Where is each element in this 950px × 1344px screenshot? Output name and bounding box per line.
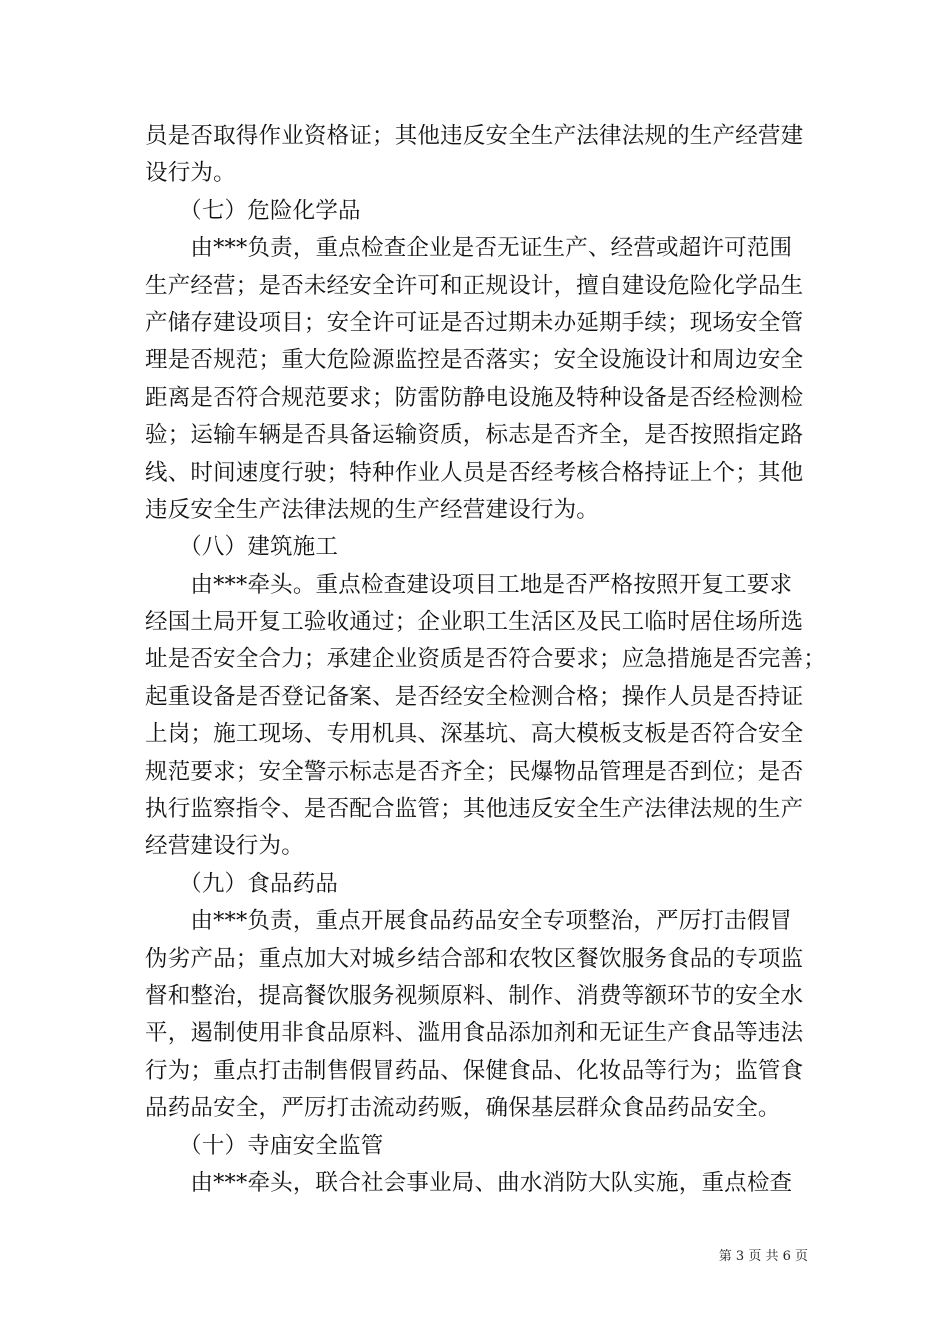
text-line: 距离是否符合规范要求；防雷防静电设施及特种设备是否经检测检: [145, 384, 804, 411]
text-line: 员是否取得作业资格证；其他违反安全生产法律法规的生产经营建: [145, 123, 804, 149]
text-line: 址是否安全合力；承建企业资质是否符合要求；应急措施是否完善；: [145, 646, 827, 673]
text-line: 理是否规范；重大危险源监控是否落实；安全设施设计和周边安全: [145, 347, 804, 374]
page-number: 第 3 页 共 6 页: [718, 1249, 808, 1264]
text-line: 平，遏制使用非食品原料、滥用食品添加剂和无证生产食品等违法: [145, 1020, 804, 1047]
text-line: 设行为。: [145, 160, 236, 187]
section-heading: （十）寺庙安全监管: [145, 1132, 384, 1159]
text-line: 上岗；施工现场、专用机具、深基坑、高大模板支板是否符合安全: [145, 721, 804, 748]
text-line: 伪劣产品；重点加大对城乡结合部和农牧区餐饮服务食品的专项监: [145, 945, 804, 972]
text-line: 经营建设行为。: [145, 833, 304, 860]
text-line: 经国土局开复工验收通过；企业职工生活区及民工临时居住场所选: [145, 609, 804, 636]
text-line: 由***牵头，联合社会事业局、曲水消防大队实施，重点检查: [145, 1169, 793, 1196]
section-heading: （七）危险化学品: [145, 197, 361, 224]
section-heading: （八）建筑施工: [145, 534, 339, 561]
text-line: 生产经营；是否未经安全许可和正规设计，擅自建设危险化学品生: [145, 272, 804, 299]
text-line: 品药品安全，严厉打击流动药贩，确保基层群众食品药品安全。: [145, 1095, 781, 1122]
section-heading: （九）食品药品: [145, 870, 339, 897]
text-line: 由***负责，重点检查企业是否无证生产、经营或超许可范围: [145, 235, 793, 262]
text-line: 由***牵头。重点检查建设项目工地是否严格按照开复工要求: [145, 571, 793, 598]
text-line: 行为；重点打击制售假冒药品、保健食品、化妆品等行为；监管食: [145, 1057, 804, 1084]
text-line: 违反安全生产法律法规的生产经营建设行为。: [145, 496, 600, 523]
text-line: 执行监察指令、是否配合监管；其他违反安全生产法律法规的生产: [145, 796, 804, 823]
text-line: 起重设备是否登记备案、是否经安全检测合格；操作人员是否持证: [145, 683, 804, 710]
text-line: 产储存建设项目；安全许可证是否过期未办延期手续；现场安全管: [145, 309, 804, 336]
text-line: 规范要求；安全警示标志是否齐全；民爆物品管理是否到位；是否: [145, 758, 804, 785]
text-line: 督和整治，提高餐饮服务视频原料、制作、消费等额环节的安全水: [145, 982, 804, 1009]
document-body: [145, 118, 827, 1202]
text-line: 验；运输车辆是否具备运输资质，标志是否齐全，是否按照指定路: [145, 422, 804, 449]
text-line: 由***负责，重点开展食品药品安全专项整治，严厉打击假冒: [145, 908, 793, 935]
text-line: 线、时间速度行驶；特种作业人员是否经考核合格持证上个；其他: [145, 459, 804, 486]
